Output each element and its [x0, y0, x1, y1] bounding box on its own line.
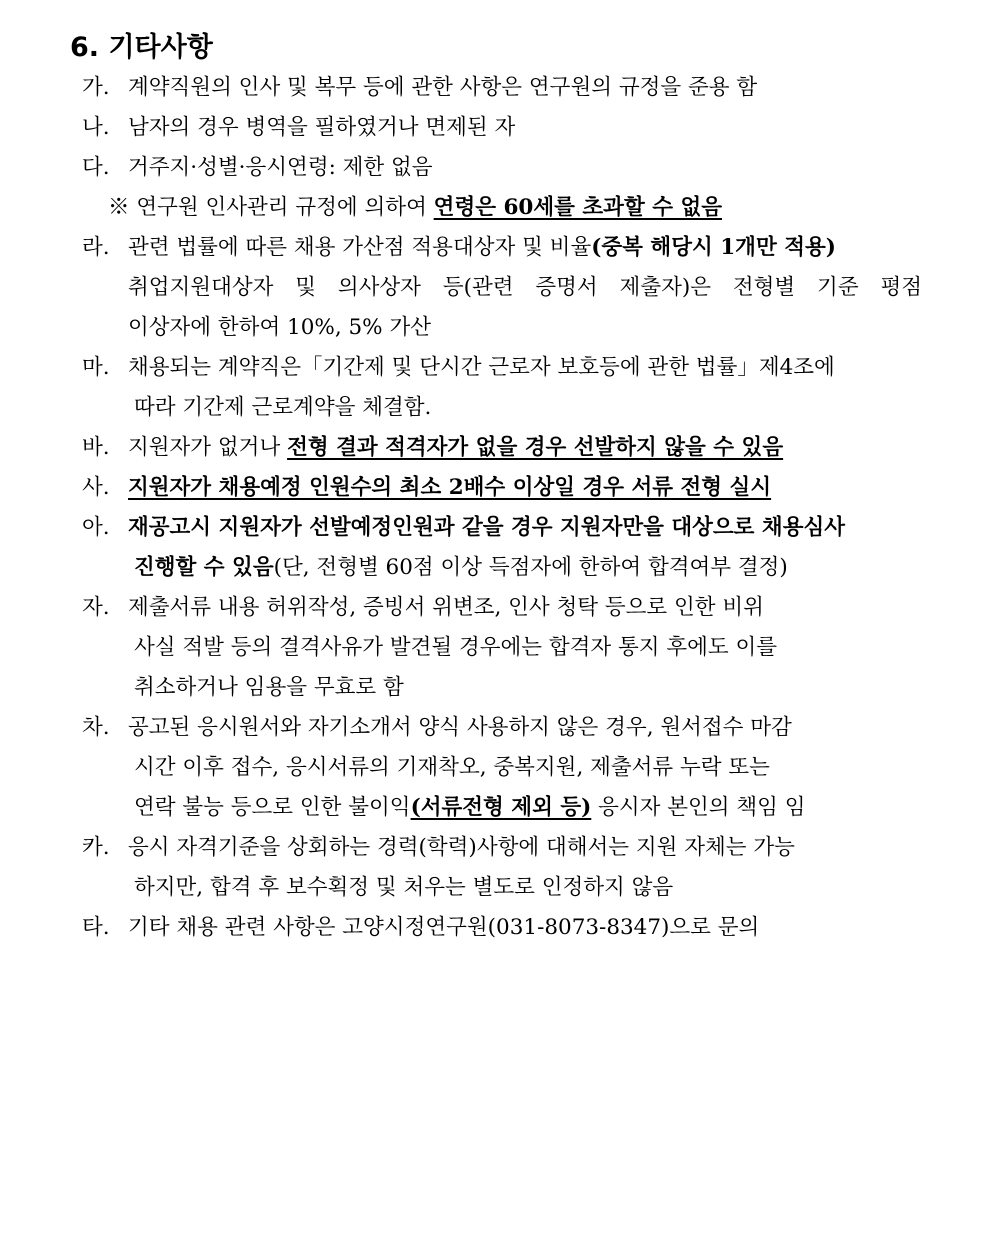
item-emphasis: 진행할 수 있음	[134, 555, 274, 580]
item-emphasis: 전형 결과 적격자가 없을 경우 선발하지 않을 수 있음	[287, 435, 784, 460]
item-marker: 마.	[82, 355, 110, 380]
item-marker: 자.	[82, 595, 110, 620]
item-continuation: 사실 적발 등의 결격사유가 발견될 경우에는 합격자 통지 후에도 이를	[134, 635, 778, 660]
item-text: 남자의 경우 병역을 필하였거나 면제된 자	[128, 115, 516, 140]
note-text: ※ 연구원 인사관리 규정에 의하여	[108, 195, 434, 220]
item-text: 거주지·성별·응시연령: 제한 없음	[128, 155, 433, 180]
list-item-ba	[82, 428, 922, 468]
note-emphasis: 연령은 60세를 초과할 수 없음	[433, 195, 722, 220]
item-continuation: 취소하거나 임용을 무효로 함	[134, 675, 404, 700]
item-marker: 라.	[82, 235, 110, 260]
item-marker: 바.	[82, 435, 110, 460]
item-continuation: (단, 전형별 60점 이상 득점자에 한하여 합격여부 결정)	[273, 555, 788, 580]
age-limit-note	[108, 188, 722, 228]
item-emphasis: (중복 해당시 1개만 적용)	[591, 235, 836, 260]
item-text: 관련 법률에 따른 채용 가산점 적용대상자 및 비율	[128, 235, 592, 260]
item-text: 계약직원의 인사 및 복무 등에 관한 사항은 연구원의 규정을 준용 함	[128, 75, 758, 100]
list-item-ma	[82, 348, 922, 428]
item-continuation: 하지만, 합격 후 보수획정 및 처우는 별도로 인정하지 않음	[134, 875, 674, 900]
item-emphasis: 지원자가 채용예정 인원수의 최소 2배수 이상일 경우 서류 전형 실시	[128, 475, 772, 500]
section-title: 기타사항	[108, 32, 213, 63]
list-item-ka	[82, 828, 922, 908]
item-continuation: 취업지원대상자 및 의사상자 등(관련 증명서 제출자)은 전형별 기준 평점	[128, 275, 922, 300]
item-text: 기타 채용 관련 사항은 고양시정연구원(031-8073-8347)으로 문의	[128, 915, 760, 940]
item-emphasis: 재공고시 지원자가 선발예정인원과 같을 경우 지원자만을 대상으로 채용심사	[128, 515, 846, 540]
list-item-sa	[82, 468, 922, 508]
list-item-ja	[82, 588, 922, 708]
item-emphasis: (서류전형 제외 등)	[410, 795, 592, 820]
item-continuation: 이상자에 한하여 10%, 5% 가산	[128, 315, 431, 340]
item-marker: 사.	[82, 475, 110, 500]
item-marker: 카.	[82, 835, 110, 860]
list-item-ta	[82, 908, 922, 948]
list-item-da	[82, 148, 922, 188]
item-continuation: 따라 기간제 근로계약을 체결함.	[134, 395, 432, 420]
item-text: 제출서류 내용 허위작성, 증빙서 위변조, 인사 청탁 등으로 인한 비위	[128, 595, 764, 620]
section-heading	[70, 30, 213, 66]
list-item-ra	[82, 228, 922, 348]
list-item-cha	[82, 708, 922, 828]
item-marker: 다.	[82, 155, 110, 180]
list-item-na	[82, 108, 922, 148]
item-marker: 차.	[82, 715, 110, 740]
item-continuation: 응시자 본인의 책임 임	[591, 795, 806, 820]
item-text: 응시 자격기준을 상회하는 경력(학력)사항에 대해서는 지원 자체는 가능	[128, 835, 795, 860]
item-marker: 타.	[82, 915, 110, 940]
item-continuation: 시간 이후 접수, 응시서류의 기재착오, 중복지원, 제출서류 누락 또는	[134, 755, 770, 780]
section-number: 6.	[70, 32, 100, 63]
item-text: 채용되는 계약직은「기간제 및 단시간 근로자 보호등에 관한 법률」제4조에	[128, 355, 835, 380]
item-marker: 아.	[82, 515, 110, 540]
item-marker: 가.	[82, 75, 110, 100]
item-continuation: 연락 불능 등으로 인한 불이익	[134, 795, 411, 820]
item-text: 지원자가 없거나	[128, 435, 288, 460]
item-text: 공고된 응시원서와 자기소개서 양식 사용하지 않은 경우, 원서접수 마감	[128, 715, 792, 740]
item-marker: 나.	[82, 115, 110, 140]
list-item-ga	[82, 68, 922, 108]
list-item-a	[82, 508, 922, 588]
